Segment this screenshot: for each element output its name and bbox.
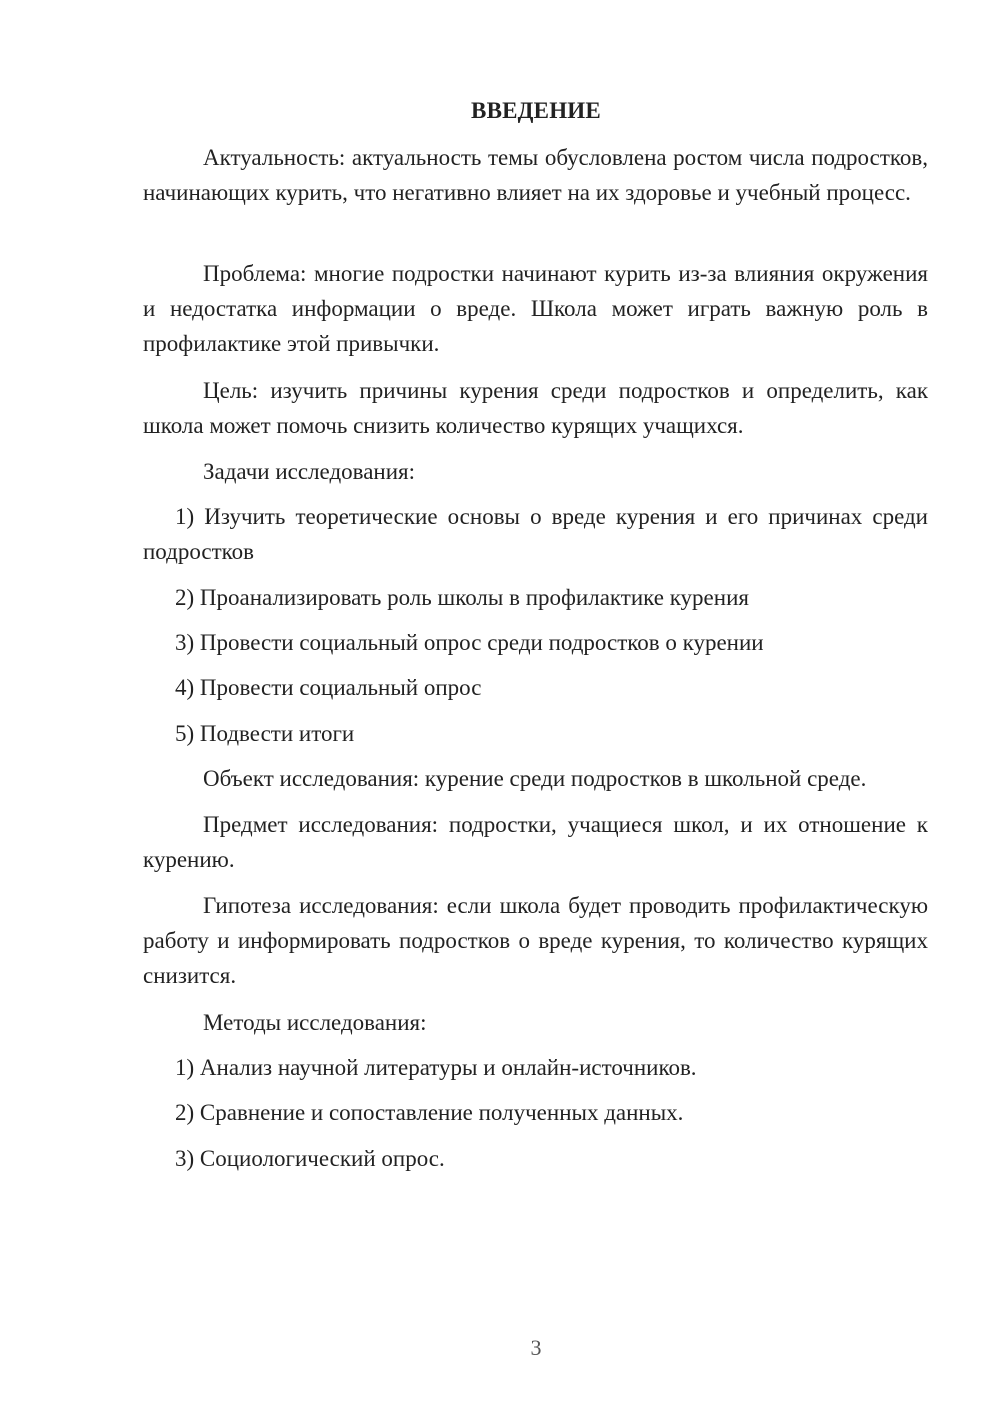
method-item-1: 1) Анализ научной литературы и онлайн-источников. [175, 1055, 697, 1080]
subject-paragraph: Предмет исследования: подростки, учащиеся школ, и их отношение к курению. [143, 812, 928, 872]
problem-paragraph: Проблема: многие подростки начинают курить из-за влияния окружения и недостатка информации о вреде. Школа может играть важную роль в профилактике этой привычки. [143, 261, 928, 356]
method-item-2: 2) Сравнение и сопоставление полученных данных. [175, 1100, 684, 1125]
goal-paragraph: Цель: изучить причины курения среди подростков и определить, как школа может помочь снизить количество курящих учащихся. [143, 378, 928, 438]
tasks-heading: Задачи исследования: [203, 459, 416, 484]
method-item-3: 3) Социологический опрос. [175, 1146, 445, 1171]
page-number: 3 [530, 1335, 542, 1360]
object-paragraph: Объект исследования: курение среди подростков в школьной среде. [203, 766, 867, 791]
section-title: ВВЕДЕНИЕ [471, 98, 601, 123]
methods-heading: Методы исследования: [203, 1010, 427, 1035]
task-item-3: 3) Провести социальный опрос среди подростков о курении [175, 630, 764, 655]
hypothesis-paragraph: Гипотеза исследования: если школа будет проводить профилактическую работу и информировать подростков о вреде курения, то количество курящих снизится. [143, 893, 928, 988]
task-item-4: 4) Провести социальный опрос [175, 675, 482, 700]
task-item-1: 1) Изучить теоретические основы о вреде курения и его причинах среди подростков [143, 504, 928, 564]
task-item-5: 5) Подвести итоги [175, 721, 355, 746]
task-item-2: 2) Проанализировать роль школы в профилактике курения [175, 585, 749, 610]
relevance-paragraph: Актуальность: актуальность темы обусловлена ростом числа подростков, начинающих курить, что негативно влияет на их здоровье и учебный процесс. [143, 145, 928, 205]
